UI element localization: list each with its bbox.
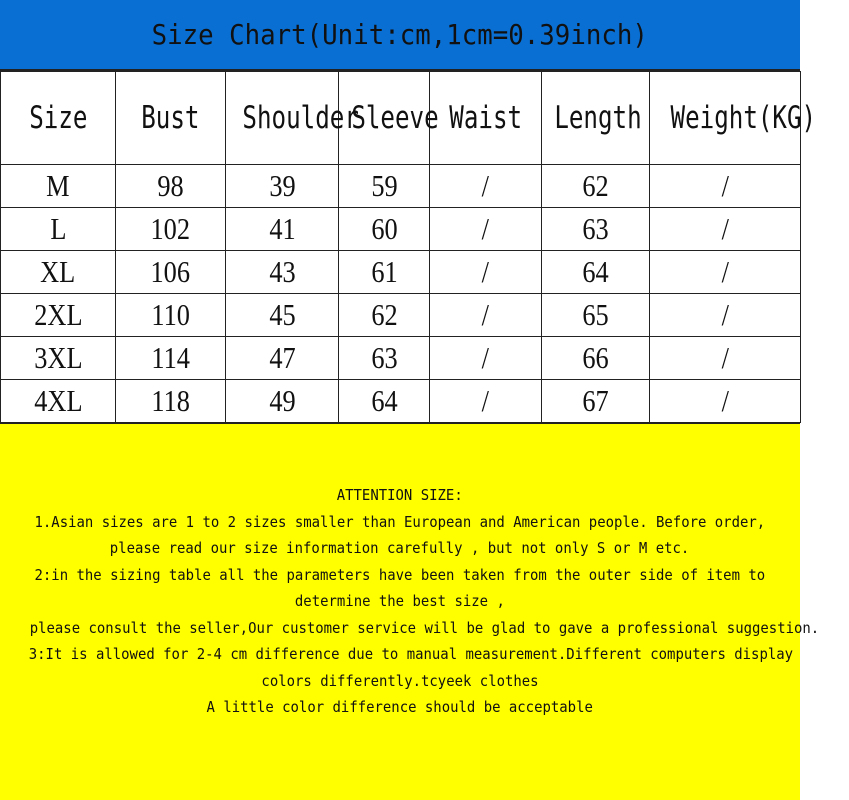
notice-line — [0, 588, 800, 615]
cell-value: 63 — [582, 211, 609, 246]
title-bar — [0, 0, 800, 71]
cell-value: / — [721, 254, 729, 289]
table-cell-weight — [650, 337, 801, 380]
cell-value: 49 — [268, 383, 296, 418]
cell-value: 66 — [582, 340, 609, 375]
table-cell-waist — [430, 294, 542, 337]
table-cell-bust — [116, 337, 226, 380]
table-cell-length — [542, 165, 650, 208]
notice-text: colors differently.tcyeek clothes — [261, 671, 539, 690]
cell-value: 62 — [582, 168, 609, 203]
table-row — [1, 294, 801, 337]
cell-value: / — [481, 168, 490, 203]
table-cell-waist — [430, 251, 542, 294]
notice-text: please read our size information carefully , but not only S or M etc. — [110, 539, 690, 557]
column-header-size — [1, 72, 116, 165]
column-header-label: Sleeve — [351, 100, 439, 136]
cell-value: / — [721, 297, 729, 332]
table-cell-sleeve — [339, 208, 430, 251]
table-cell-size — [1, 380, 116, 423]
table-cell-shoulder — [226, 165, 339, 208]
table-cell-waist — [430, 165, 542, 208]
table-row — [1, 380, 801, 423]
notice-text: 1.Asian sizes are 1 to 2 sizes smaller than European and American people. Before order, — [34, 512, 766, 531]
column-header-waist — [430, 72, 542, 165]
cell-value: 106 — [150, 254, 191, 289]
table-cell-sleeve — [339, 251, 430, 294]
column-header-label: Shoulder — [242, 100, 359, 136]
table-cell-bust — [116, 208, 226, 251]
table-cell-size — [1, 294, 116, 337]
cell-value: 67 — [582, 383, 609, 418]
column-header-label: Waist — [449, 100, 522, 136]
cell-value: 3XL — [33, 340, 83, 375]
notice-line — [0, 641, 800, 668]
cell-value: 45 — [268, 297, 296, 332]
table-cell-length — [542, 208, 650, 251]
cell-value: / — [721, 340, 729, 375]
table-cell-size — [1, 165, 116, 208]
attention-notice — [0, 423, 820, 800]
column-header-label: Length — [554, 100, 642, 136]
cell-value: / — [481, 254, 490, 289]
cell-value: / — [721, 211, 729, 246]
cell-value: 64 — [370, 383, 398, 418]
cell-value: 4XL — [33, 383, 83, 418]
table-cell-bust — [116, 380, 226, 423]
table-cell-sleeve — [339, 337, 430, 380]
cell-value: / — [721, 168, 729, 203]
cell-value: / — [481, 297, 490, 332]
cell-value: L — [49, 211, 67, 246]
cell-value: 65 — [582, 297, 609, 332]
table-cell-size — [1, 251, 116, 294]
table-cell-sleeve — [339, 294, 430, 337]
notice-text: ATTENTION SIZE: — [337, 486, 463, 504]
cell-value: 59 — [370, 168, 398, 203]
table-cell-weight — [650, 208, 801, 251]
table-cell-shoulder — [226, 380, 339, 423]
table-cell-size — [1, 208, 116, 251]
page-title: Size Chart(Unit:cm,1cm=0.39inch) — [151, 18, 649, 51]
table-cell-shoulder — [226, 337, 339, 380]
cell-value: 61 — [370, 254, 398, 289]
cell-value: / — [481, 383, 490, 418]
column-header-bust — [116, 72, 226, 165]
table-cell-bust — [116, 294, 226, 337]
cell-value: 110 — [151, 297, 190, 332]
table-row — [1, 208, 801, 251]
notice-text: determine the best size , — [295, 592, 505, 610]
cell-value: 98 — [157, 168, 184, 203]
table-cell-weight — [650, 165, 801, 208]
column-header-label: Bust — [141, 100, 200, 136]
table-cell-size — [1, 337, 116, 380]
table-cell-length — [542, 380, 650, 423]
table-body — [1, 165, 801, 423]
cell-value: 43 — [268, 254, 296, 289]
cell-value: / — [481, 340, 490, 375]
notice-line — [0, 668, 800, 695]
notice-line — [0, 535, 800, 562]
column-header-sleeve — [339, 72, 439, 165]
notice-line — [0, 509, 800, 536]
table-cell-weight — [650, 251, 801, 294]
cell-value: 60 — [370, 211, 398, 246]
table-cell-bust — [116, 165, 226, 208]
table-cell-shoulder — [226, 251, 339, 294]
notice-heading — [0, 482, 800, 509]
notice-text: 3:It is allowed for 2-4 cm difference due to manual measurement.Different computers display — [28, 645, 794, 663]
table-cell-sleeve — [339, 165, 430, 208]
column-header-label: Size — [28, 100, 88, 136]
column-header-weight — [650, 72, 817, 165]
table-cell-length — [542, 294, 650, 337]
column-header-shoulder — [226, 72, 359, 165]
cell-value: 39 — [268, 168, 296, 203]
cell-value: / — [481, 211, 490, 246]
cell-value: 102 — [150, 211, 191, 246]
column-header-length — [542, 72, 650, 165]
table-row — [1, 251, 801, 294]
cell-value: 118 — [151, 383, 190, 418]
cell-value: 62 — [370, 297, 398, 332]
table-cell-weight — [650, 294, 801, 337]
table-cell-waist — [430, 380, 542, 423]
size-table — [0, 71, 817, 423]
notice-text: A little color difference should be acceptable — [206, 698, 594, 716]
table-cell-waist — [430, 337, 542, 380]
cell-value: 2XL — [33, 297, 83, 332]
cell-value: 114 — [151, 340, 190, 375]
table-cell-weight — [650, 380, 801, 423]
table-cell-bust — [116, 251, 226, 294]
notice-text: 2:in the sizing table all the parameters have been taken from the outer side of item to — [34, 565, 766, 584]
notice-line — [0, 562, 800, 589]
table-cell-length — [542, 337, 650, 380]
table-row — [1, 337, 801, 380]
table-cell-waist — [430, 208, 542, 251]
notice-line — [0, 615, 820, 642]
notice-text: please consult the seller,Our customer service will be glad to gave a professional suggestion. — [29, 618, 820, 637]
notice-line — [0, 694, 800, 721]
cell-value: 63 — [370, 340, 398, 375]
cell-value: XL — [40, 254, 76, 289]
cell-value: 47 — [268, 340, 296, 375]
cell-value: / — [721, 383, 729, 418]
cell-value: 41 — [268, 211, 296, 246]
column-header-label: Weight(KG) — [670, 100, 817, 136]
table-row — [1, 165, 801, 208]
table-cell-shoulder — [226, 294, 339, 337]
table-cell-length — [542, 251, 650, 294]
cell-value: 64 — [582, 254, 609, 289]
table-header-row — [1, 72, 801, 165]
cell-value: M — [46, 168, 70, 203]
table-cell-sleeve — [339, 380, 430, 423]
table-cell-shoulder — [226, 208, 339, 251]
